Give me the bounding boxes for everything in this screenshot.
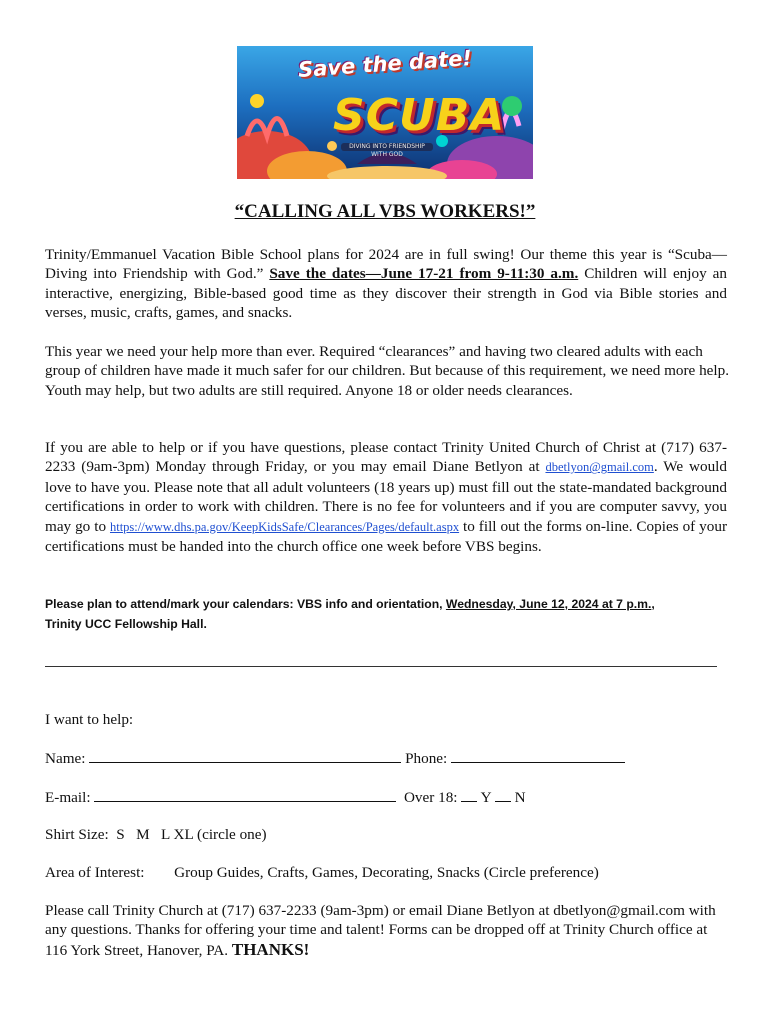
phone-label: Phone:	[405, 750, 448, 767]
closing-paragraph	[45, 901, 725, 960]
interest-label: Area of Interest:	[45, 864, 145, 881]
name-field[interactable]	[89, 748, 401, 763]
email-link[interactable]: dbetlyon@gmail.com	[545, 460, 654, 475]
note-text-a: Please plan to attend/mark your calendars: VBS info and orientation,	[45, 597, 446, 611]
name-phone-row	[45, 748, 625, 768]
email-over18-row	[45, 787, 526, 807]
section-divider	[45, 666, 717, 667]
note-location: Trinity UCC Fellowship Hall.	[45, 617, 207, 631]
scuba-logo: SCUBA	[333, 90, 506, 141]
email-label: E-mail:	[45, 789, 91, 806]
email-field[interactable]	[94, 787, 396, 802]
note-text-b: ,	[651, 597, 655, 611]
over18-yes-blank[interactable]	[461, 787, 477, 802]
clearances-url-link[interactable]: https://www.dhs.pa.gov/KeepKidsSafe/Clearances/Pages/default.aspx	[109, 519, 460, 534]
vbs-banner-image	[237, 46, 533, 179]
over18-label: Over 18:	[403, 789, 458, 806]
page-title: “CALLING ALL VBS WORKERS!”	[234, 201, 536, 222]
save-the-dates: Save the dates—June 17-21 from 9-11:30 a.m.	[269, 265, 579, 283]
contact-text-a: If you are able to help or if you have questions, please contact Trinity United Church of Christ at (717) 637-2233 (9am-3pm) Monday through Friday, or you may email Diane Betlyon at	[45, 439, 727, 476]
form-intro: I want to help:	[45, 711, 134, 728]
intro-paragraph	[45, 245, 727, 323]
orientation-note	[45, 594, 745, 634]
thanks-text: THANKS!	[231, 939, 310, 959]
phone-field[interactable]	[451, 748, 625, 763]
over18-no-blank[interactable]	[495, 787, 511, 802]
shirt-size-row	[45, 825, 267, 844]
interest-options[interactable]: Group Guides, Crafts, Games, Decorating, Snacks (Circle preference)	[174, 864, 599, 881]
over18-yes: Y	[480, 789, 491, 806]
intro-text-b: Children will enjoy an interactive, energizing, Bible-based good time as they discover their strength in God via Bible stories and verses, music, crafts, games, and snacks.	[45, 265, 727, 322]
contact-text-b: . We would love to have you. Please note that all adult volunteers (18 years up) must fill out the state-mandated background certifications in order to work with children. There is no fee for volunteers and if you are computer savvy, you may go to	[45, 458, 727, 535]
clearances-paragraph: This year we need your help more than ever. Required “clearances” and having two cleared adults with each group of children have made it much safer for our children. But because of this requirement, we need more help. Youth may help, but two adults are still required. Anyone 18 or older needs clearances.	[45, 343, 730, 399]
shirt-options[interactable]: S M L XL (circle one)	[116, 826, 267, 843]
contact-text-c: to fill out the forms on-line. Copies of your certifications must be handed into the church office one week before VBS begins.	[45, 517, 727, 556]
banner-tagline: DIVING INTO FRIENDSHIP WITH GOD	[341, 143, 433, 151]
contact-paragraph	[45, 438, 727, 556]
shirt-label: Shirt Size:	[45, 826, 109, 843]
over18-no: N	[514, 789, 526, 806]
banner-headline: Save the date!	[297, 46, 473, 83]
orientation-date: Wednesday, June 12, 2024 at 7 p.m.	[445, 597, 652, 611]
name-label: Name:	[45, 750, 86, 767]
intro-text-a: Trinity/Emmanuel Vacation Bible School plans for 2024 are in full swing! Our theme this year is “Scuba—Diving into Friendship with God.”	[45, 246, 727, 283]
interest-row	[45, 863, 599, 882]
closing-text: Please call Trinity Church at (717) 637-2233 (9am-3pm) or email Diane Betlyon at dbetlyon@gmail.com with any questions. Thanks for offering your time and talent! Forms can be dropped off at Trinity Church office at 116 York Street, Hanover, PA.	[45, 902, 716, 959]
